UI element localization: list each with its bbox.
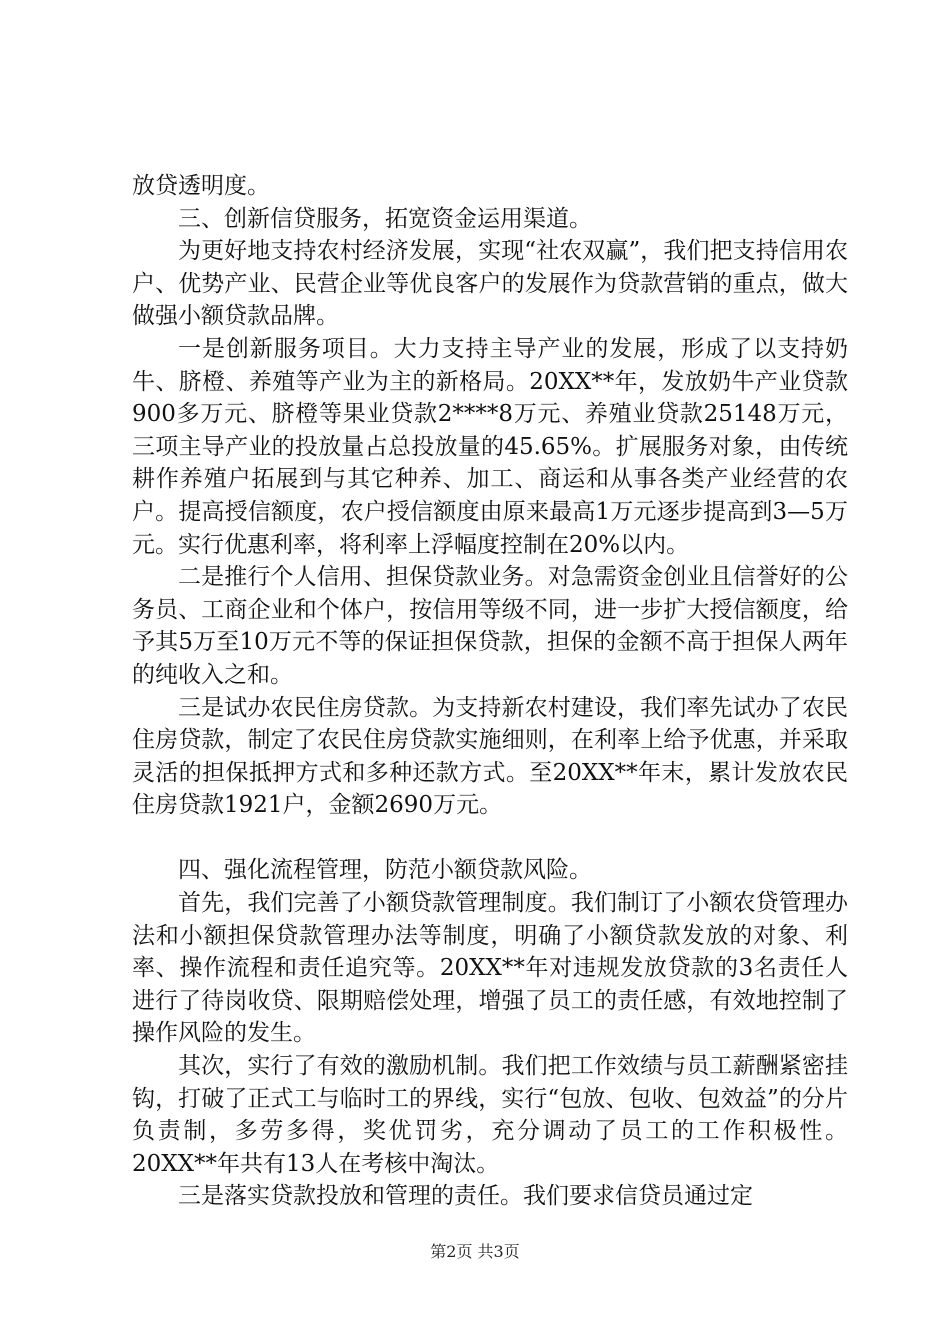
section-heading-4: 四、强化流程管理，防范小额贷款风险。 <box>178 857 592 884</box>
paragraph: 首先，我们完善了小额贷款管理制度。我们制订了小额农贷管理办法和小额担保贷款管理办法等制度，明确了小额贷款发放的对象、利率、操作流程和责任追究等。20XX**年对违规发放贷款的3名责任人进行了待岗收贷、限期赔偿处理，增强了员工的责任感，有效地控制了操作风险的发生。 <box>132 890 848 1047</box>
paragraph: 一是创新服务项目。大力支持主导产业的发展，形成了以支持奶牛、脐橙、养殖等产业为主的新格局。20XX**年，发放奶牛产业贷款900多万元、脐橙等果业贷款2****8万元、养殖业贷款25148万元，三项主导产业的投放量占总投放量的45.65%。扩展服务对象，由传统耕作养殖户拓展到与其它种养、加工、商运和从事各类产业经营的农户。提高授信额度，农户授信额度由原来最高1万元逐步提高到3—5万元。实行优惠利率，将利率上浮幅度控制在20%以内。 <box>132 335 848 558</box>
paragraph: 二是推行个人信用、担保贷款业务。对急需资金创业且信誉好的公务员、工商企业和个体户，按信用等级不同，进一步扩大授信额度，给予其5万至10万元不等的保证担保贷款，担保的金额不高于担保人两年的纯收入之和。 <box>132 564 848 688</box>
paragraph: 三是落实贷款投放和管理的责任。我们要求信贷员通过定 <box>178 1183 753 1210</box>
paragraph: 为更好地支持农村经济发展，实现“社农双赢”，我们把支持信用农户、优势产业、民营企业等优良客户的发展作为贷款营销的重点，做大做强小额贷款品牌。 <box>132 238 848 330</box>
paragraph: 三是试办农民住房贷款。为支持新农村建设，我们率先试办了农民住房贷款，制定了农民住房贷款实施细则，在利率上给予优惠，并采取灵活的担保抵押方式和多种还款方式。至20XX**年末，累计发放农民住房贷款1921户，金额2690万元。 <box>132 694 848 819</box>
page-number-footer: 第2页 共3页 <box>430 1242 520 1261</box>
document-body <box>132 170 848 1213</box>
paragraph: 其次，实行了有效的激励机制。我们把工作效绩与员工薪酬紧密挂钩，打破了正式工与临时工的界线，实行“包放、包收、包效益”的分片负责制，多劳多得，奖优罚劣，充分调动了员工的工作积极性。20XX**年共有13人在考核中淘汰。 <box>132 1053 848 1177</box>
section-heading-3: 三、创新信贷服务，拓宽资金运用渠道。 <box>178 205 592 232</box>
paragraph-continuation: 放贷透明度。 <box>132 173 270 199</box>
